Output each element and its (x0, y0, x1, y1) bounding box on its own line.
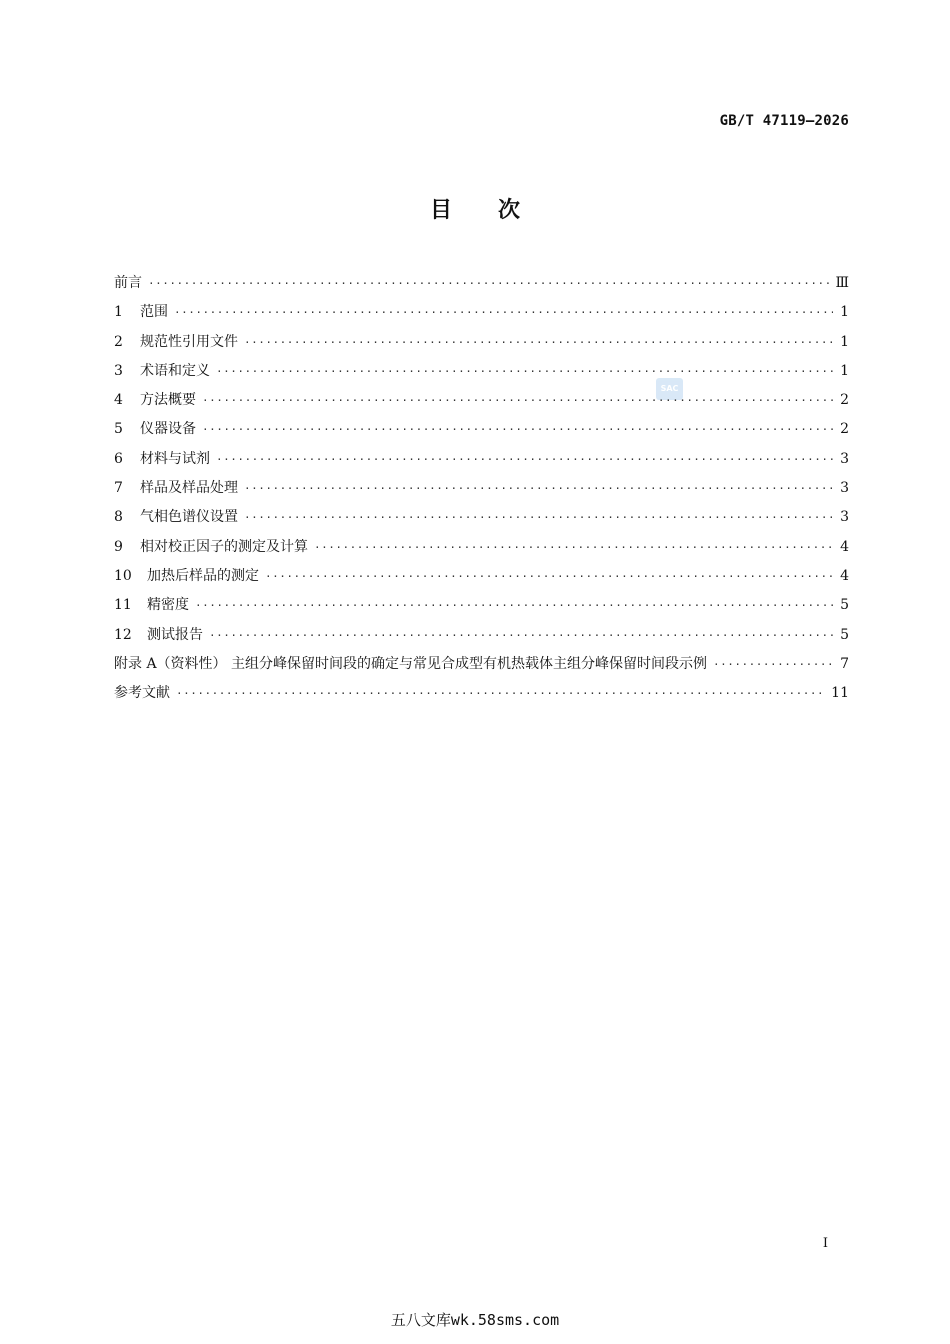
toc-entry-page: 5 (840, 597, 849, 614)
toc-leader-dots (148, 277, 829, 290)
toc-entry[interactable] (114, 418, 849, 447)
toc-entry[interactable] (114, 331, 849, 360)
toc-entry-page: 3 (840, 480, 849, 497)
toc-entry-number: 2 (114, 333, 123, 350)
toc-entry-page: 1 (840, 304, 849, 321)
toc-entry-page: 3 (840, 450, 849, 467)
toc-entry-page: 3 (840, 509, 849, 526)
toc-entry-title: 相对校正因子的测定及计算 (140, 538, 308, 555)
toc-entry-page: 5 (840, 626, 849, 643)
toc-leader-dots (314, 541, 833, 554)
toc-entry-page: 7 (840, 655, 849, 672)
toc-leader-dots (244, 336, 833, 349)
toc-entry-number: 4 (114, 392, 123, 409)
toc-entry-title: 材料与试剂 (140, 450, 210, 467)
toc-entry-title: 范围 (140, 304, 168, 321)
toc-entry[interactable] (114, 272, 849, 301)
footer-text: 五八文库wk.58sms.com (390, 1311, 560, 1329)
toc-entry-title: 仪器设备 (140, 421, 196, 438)
toc-leader-dots (202, 394, 833, 407)
toc-leader-dots (176, 687, 825, 700)
page-title: 目次 (429, 198, 566, 223)
toc-entry-page: Ⅲ (835, 275, 849, 291)
toc-entry-title: 方法概要 (140, 392, 196, 409)
toc-entry-page: 4 (840, 538, 849, 555)
toc-entry-title: 测试报告 (147, 626, 203, 643)
toc-leader-dots (244, 511, 833, 524)
table-of-contents (114, 272, 849, 711)
toc-entry-title: 附录 A（资料性） 主组分峰保留时间段的确定与常见合成型有机热载体主组分峰保留时间段示例 (114, 655, 708, 672)
page-number: I (822, 1236, 828, 1251)
toc-entry[interactable] (114, 301, 849, 330)
toc-leader-dots (195, 599, 833, 612)
toc-entry[interactable] (114, 389, 849, 418)
toc-entry-page: 1 (840, 362, 849, 379)
watermark-logo: SAC (656, 378, 683, 400)
toc-leader-dots (216, 365, 833, 378)
toc-entry[interactable] (114, 624, 849, 653)
toc-entry-page: 2 (840, 392, 849, 409)
toc-entry-title: 加热后样品的测定 (147, 567, 259, 584)
toc-entry[interactable] (114, 682, 849, 711)
toc-entry-number: 1 (114, 304, 123, 321)
toc-leader-dots (174, 306, 833, 319)
toc-entry-title: 规范性引用文件 (140, 333, 238, 350)
toc-entry-number: 11 (114, 597, 132, 614)
toc-entry-number: 12 (114, 626, 132, 643)
toc-leader-dots (713, 658, 833, 671)
toc-entry[interactable] (114, 360, 849, 389)
document-code: GB/T 47119—2026 (719, 113, 849, 129)
toc-entry-number: 7 (114, 480, 123, 497)
toc-entry[interactable] (114, 536, 849, 565)
toc-leader-dots (265, 570, 833, 583)
toc-entry-title: 样品及样品处理 (140, 480, 238, 497)
toc-entry-page: 2 (840, 421, 849, 438)
toc-entry-number: 5 (114, 421, 123, 438)
toc-entry-number: 10 (114, 567, 132, 584)
toc-entry[interactable] (114, 477, 849, 506)
toc-leader-dots (209, 629, 833, 642)
toc-entry-number: 9 (114, 538, 123, 555)
toc-entry-number: 6 (114, 450, 123, 467)
toc-leader-dots (244, 482, 833, 495)
toc-entry-title: 前言 (114, 275, 142, 291)
toc-entry-page: 11 (831, 685, 849, 702)
toc-entry-page: 1 (840, 333, 849, 350)
toc-entry-title: 气相色谱仪设置 (140, 509, 238, 526)
toc-entry-number: 3 (114, 362, 123, 379)
toc-entry[interactable] (114, 448, 849, 477)
toc-entry-title: 术语和定义 (140, 362, 210, 379)
toc-entry-page: 4 (840, 567, 849, 584)
toc-entry-title: 精密度 (147, 597, 189, 614)
toc-entry[interactable] (114, 565, 849, 594)
toc-entry-title: 参考文献 (114, 685, 170, 702)
toc-leader-dots (216, 453, 833, 466)
toc-entry[interactable] (114, 506, 849, 535)
toc-leader-dots (202, 423, 833, 436)
toc-entry-number: 8 (114, 509, 123, 526)
toc-entry[interactable] (114, 653, 849, 682)
toc-entry[interactable] (114, 594, 849, 623)
